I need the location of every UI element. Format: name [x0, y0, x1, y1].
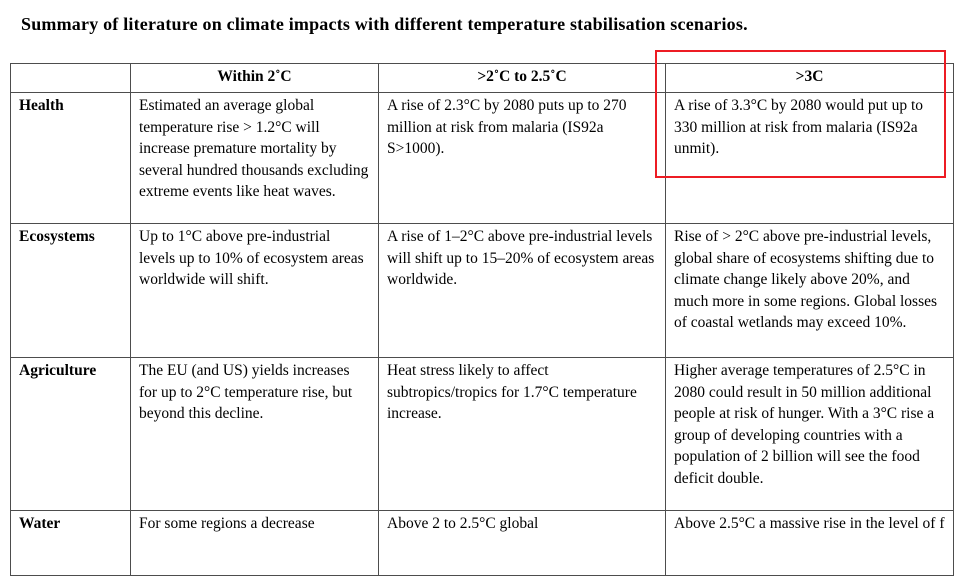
cell-health-2c-to-2-5c: A rise of 2.3°C by 2080 puts up to 270 million at risk from malaria (IS92a S>1000).: [379, 93, 666, 224]
cell-agriculture-above-3c: Higher average temperatures of 2.5°C in 2080 could result in 50 million additional people at risk of hunger. With a 3°C rise a group of developing countries with a population of 2 billion will see the food deficit double.: [666, 358, 954, 511]
column-header-above-3c: >3C: [666, 64, 954, 93]
table-row-water: [11, 511, 954, 576]
column-header-within-2c: Within 2˚C: [131, 64, 379, 93]
column-header-empty: [11, 64, 131, 93]
cell-water-2c-to-2-5c: Above 2 to 2.5°C global: [379, 511, 666, 576]
column-header-2c-to-2-5c: >2˚C to 2.5˚C: [379, 64, 666, 93]
cell-health-above-3c: A rise of 3.3°C by 2080 would put up to 330 million at risk from malaria (IS92a unmit).: [666, 93, 954, 224]
climate-impacts-table: [10, 63, 954, 576]
row-header-ecosystems: Ecosystems: [11, 224, 131, 358]
cell-ecosystems-above-3c: Rise of > 2°C above pre-industrial levels, global share of ecosystems shifting due to climate change likely above 20%, and much more in some regions. Global losses of coastal wetlands may exceed 10%.: [666, 224, 954, 358]
cell-health-within-2c: Estimated an average global temperature rise > 1.2°C will increase premature mortality by several hundred thousands excluding extreme events like heat waves.: [131, 93, 379, 224]
row-header-water: Water: [11, 511, 131, 576]
cell-water-within-2c: For some regions a decrease: [131, 511, 379, 576]
cell-ecosystems-within-2c: Up to 1°C above pre-industrial levels up to 10% of ecosystem areas worldwide will shift.: [131, 224, 379, 358]
cell-ecosystems-2c-to-2-5c: A rise of 1–2°C above pre-industrial levels will shift up to 15–20% of ecosystem areas worldwide.: [379, 224, 666, 358]
cell-agriculture-2c-to-2-5c: Heat stress likely to affect subtropics/tropics for 1.7°C temperature increase.: [379, 358, 666, 511]
row-header-agriculture: Agriculture: [11, 358, 131, 511]
table-row-agriculture: [11, 358, 954, 511]
row-header-health: Health: [11, 93, 131, 224]
table-row-health: [11, 93, 954, 224]
table-header-row: [11, 64, 954, 93]
cell-agriculture-within-2c: The EU (and US) yields increases for up to 2°C temperature rise, but beyond this decline.: [131, 358, 379, 511]
cell-water-above-3c: Above 2.5°C a massive rise in the level of f: [666, 511, 954, 576]
table-row-ecosystems: [11, 224, 954, 358]
document-title: Summary of literature on climate impacts with different temperature stabilisation scenarios.: [21, 14, 748, 34]
